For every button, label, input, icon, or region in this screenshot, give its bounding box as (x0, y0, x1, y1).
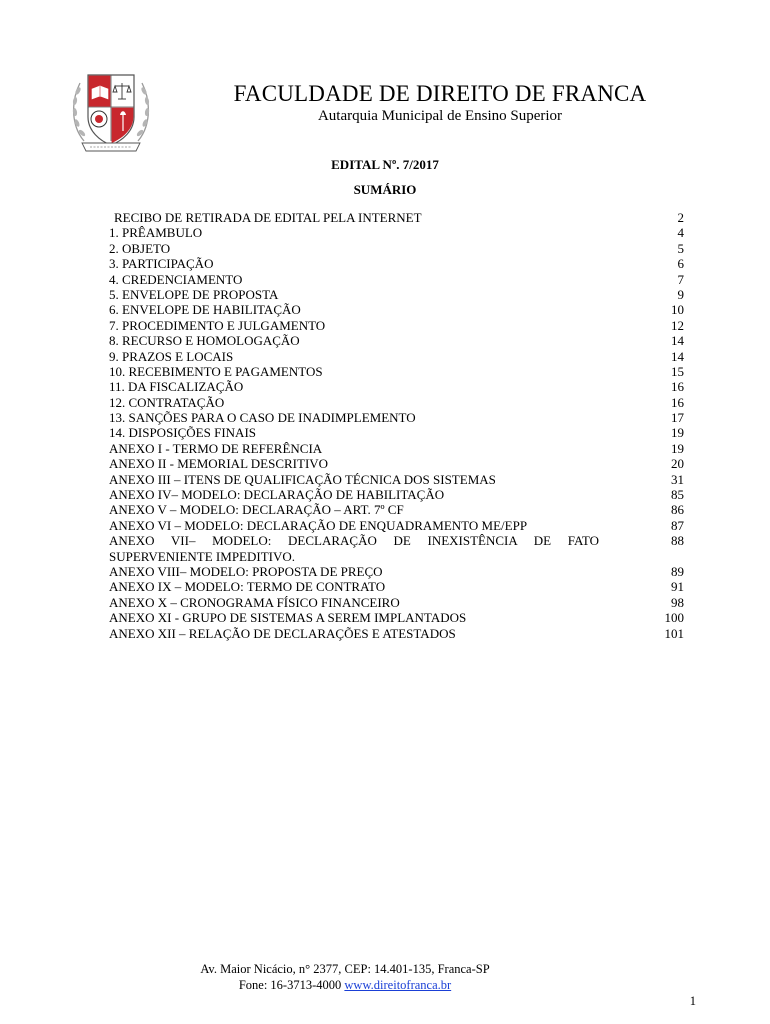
toc-entry-page: 12 (671, 317, 684, 333)
institution-subtitle: Autarquia Municipal de Ensino Superior (317, 108, 563, 124)
toc-row[interactable] (109, 210, 684, 225)
toc-entry-page: 89 (671, 564, 684, 579)
toc-entry-label: 9. PRAZOS E LOCAIS (109, 348, 234, 364)
institution-name: FACULDADE DE DIREITO DE FRANCA (233, 81, 647, 106)
toc-entry-page: 20 (671, 456, 684, 472)
toc-entry-page: 16 (671, 379, 684, 395)
toc-entry-page: 5 (677, 240, 684, 256)
toc-entry-page: 86 (671, 502, 684, 518)
toc-entry-label: RECIBO DE RETIRADA DE EDITAL PELA INTERNET (114, 210, 422, 225)
toc-entry-label: ANEXO XI - GRUPO DE SISTEMAS A SEREM IMPLANTADOS (109, 610, 467, 626)
toc-row[interactable] (109, 441, 684, 456)
toc-entry-label: 10. RECEBIMENTO E PAGAMENTOS (109, 363, 323, 379)
toc-entry-label: ANEXO VII– MODELO: DECLARAÇÃO DE INEXISTÊNCIA DE FATO SUPERVENIENTE IMPEDITIVO. (109, 533, 599, 564)
page-footer (0, 961, 690, 993)
toc-entry-page: 17 (671, 410, 684, 426)
toc-entry-page: 98 (671, 594, 684, 610)
toc-entry-page: 14 (671, 348, 684, 364)
footer-contact (0, 977, 690, 993)
toc-entry-page: 6 (677, 256, 684, 272)
toc-entry-label: 4. CREDENCIAMENTO (109, 271, 243, 287)
toc-row[interactable] (109, 487, 684, 502)
toc-row[interactable] (109, 302, 684, 317)
toc-entry-label: 8. RECURSO E HOMOLOGAÇÃO (109, 333, 300, 349)
toc-entry-label: ANEXO III – ITENS DE QUALIFICAÇÃO TÉCNICA DOS SISTEMAS (109, 471, 496, 487)
toc-entry-label: 7. PROCEDIMENTO E JULGAMENTO (109, 317, 326, 333)
toc-entry-label: 13. SANÇÕES PARA O CASO DE INADIMPLEMENTO (109, 410, 416, 426)
toc-row[interactable] (109, 610, 684, 625)
toc-entry-label: 5. ENVELOPE DE PROPOSTA (109, 286, 279, 302)
toc-row[interactable] (109, 395, 684, 410)
toc-entry-label: ANEXO I - TERMO DE REFERÊNCIA (109, 440, 323, 456)
toc-row[interactable] (109, 272, 684, 287)
toc-entry-label: 1. PRÊAMBULO (109, 225, 203, 241)
toc-row[interactable] (109, 518, 684, 533)
toc-row[interactable] (109, 287, 684, 302)
toc-entry-label: ANEXO VIII– MODELO: PROPOSTA DE PREÇO (109, 564, 383, 579)
toc-entry-page: 15 (671, 363, 684, 379)
toc-entry-label: 12. CONTRATAÇÃO (109, 394, 225, 410)
toc-row[interactable] (109, 579, 684, 594)
toc-row[interactable] (109, 318, 684, 333)
toc-entry-page: 19 (671, 425, 684, 441)
toc-entry-label: ANEXO IV– MODELO: DECLARAÇÃO DE HABILITAÇÃO (109, 487, 445, 503)
toc-entry-page: 88 (671, 533, 684, 549)
toc-row[interactable] (109, 410, 684, 425)
toc-row[interactable] (109, 595, 684, 610)
toc-entry-label: 3. PARTICIPAÇÃO (109, 256, 214, 272)
toc-entry-label: 2. OBJETO (109, 240, 171, 256)
toc-entry-label: ANEXO X – CRONOGRAMA FÍSICO FINANCEIRO (109, 594, 400, 610)
toc-row[interactable] (109, 333, 684, 348)
toc-row[interactable] (109, 256, 684, 271)
toc-entry-page: 19 (671, 440, 684, 456)
website-link[interactable]: www.direitofranca.br (344, 978, 452, 992)
footer-address: Av. Maior Nicácio, n° 2377, CEP: 14.401-135, Franca-SP (200, 962, 490, 976)
toc-row[interactable] (109, 225, 684, 240)
toc-entry-page: 100 (664, 610, 684, 626)
toc-row[interactable] (109, 564, 684, 579)
toc-entry-page: 85 (671, 487, 684, 503)
toc-row[interactable] (109, 349, 684, 364)
toc-entry-label: ANEXO II - MEMORIAL DESCRITIVO (109, 456, 329, 472)
toc-entry-page: 31 (671, 471, 684, 487)
toc-row[interactable] (109, 425, 684, 440)
toc-row[interactable] (109, 456, 684, 471)
footer-phone: Fone: 16-3713-4000 (238, 978, 342, 992)
toc-entry-page: 2 (677, 210, 684, 225)
edital-title: EDITAL Nº. 7/2017 (331, 157, 439, 172)
summary-heading: SUMÁRIO (353, 182, 417, 197)
toc-entry-page: 101 (664, 625, 684, 641)
toc-row[interactable] (109, 241, 684, 256)
toc-entry-label: 6. ENVELOPE DE HABILITAÇÃO (109, 302, 301, 318)
toc-entry-label: ANEXO XII – RELAÇÃO DE DECLARAÇÕES E ATESTADOS (109, 625, 456, 641)
toc-row[interactable] (109, 533, 684, 564)
toc-entry-page: 9 (677, 286, 684, 302)
toc-entry-label: 11. DA FISCALIZAÇÃO (109, 379, 244, 395)
toc-entry-label: ANEXO IX – MODELO: TERMO DE CONTRATO (109, 579, 386, 595)
toc-entry-label: ANEXO V – MODELO: DECLARAÇÃO – ART. 7º CF (109, 502, 404, 518)
toc-entry-label: 14. DISPOSIÇÕES FINAIS (109, 425, 256, 441)
toc-entry-page: 4 (677, 225, 684, 241)
toc-entry-page: 14 (671, 333, 684, 349)
toc-entry-page: 91 (671, 579, 684, 595)
institution-seal-logo (66, 61, 156, 155)
toc-row[interactable] (109, 379, 684, 394)
toc-entry-page: 10 (671, 302, 684, 318)
toc-row[interactable] (109, 502, 684, 517)
page-number: 1 (689, 994, 696, 1008)
toc-entry-page: 87 (671, 517, 684, 533)
toc-row[interactable] (109, 364, 684, 379)
table-of-contents (109, 210, 684, 641)
toc-entry-page: 7 (677, 271, 684, 287)
toc-row[interactable] (109, 472, 684, 487)
toc-entry-label: ANEXO VI – MODELO: DECLARAÇÃO DE ENQUADRAMENTO ME/EPP (109, 517, 528, 533)
toc-row[interactable] (109, 626, 684, 641)
toc-entry-page: 16 (671, 394, 684, 410)
